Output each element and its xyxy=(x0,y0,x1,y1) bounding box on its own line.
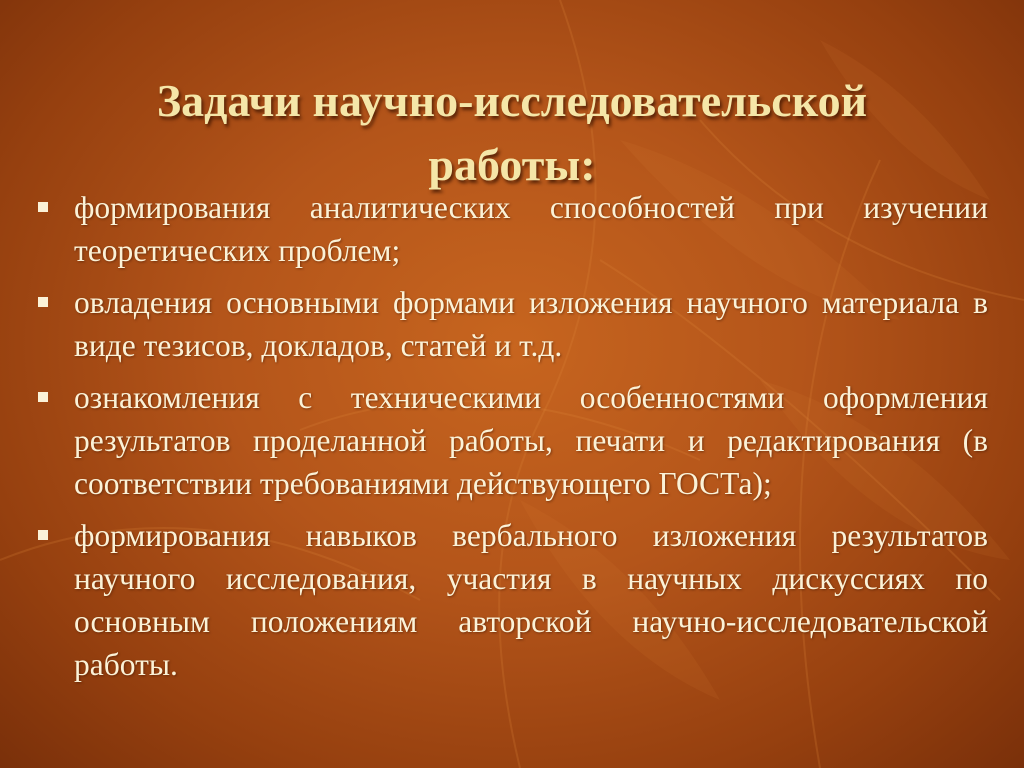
square-bullet-icon xyxy=(38,530,48,540)
slide-title-line-1: Задачи научно-исследовательской xyxy=(156,74,868,126)
bullet-item-2 xyxy=(74,281,988,367)
bullet-item-4 xyxy=(74,514,988,686)
slide-title-line-2: работы: xyxy=(428,138,596,190)
bullet-text-1: формирования аналитических способностей при изучении теоретических проблем; xyxy=(74,190,988,268)
bullet-list xyxy=(0,186,1024,695)
square-bullet-icon xyxy=(38,297,48,307)
square-bullet-icon xyxy=(38,202,48,212)
bullet-item-3 xyxy=(74,376,988,505)
bullet-item-1 xyxy=(74,186,988,272)
square-bullet-icon xyxy=(38,392,48,402)
bullet-text-3: ознакомления с техническими особенностями оформления результатов проделанной работы, печати и редактирования (в соответствии требованиями действующего ГОСТа); xyxy=(74,380,988,501)
bullet-text-4: формирования навыков вербального изложения результатов научного исследования, участия в научных дискуссиях по основным положениям авторской научно-исследовательской работы. xyxy=(74,518,988,682)
bullet-text-2: овладения основными формами изложения научного материала в виде тезисов, докладов, статей и т.д. xyxy=(74,285,988,363)
slide-title xyxy=(0,69,1024,197)
